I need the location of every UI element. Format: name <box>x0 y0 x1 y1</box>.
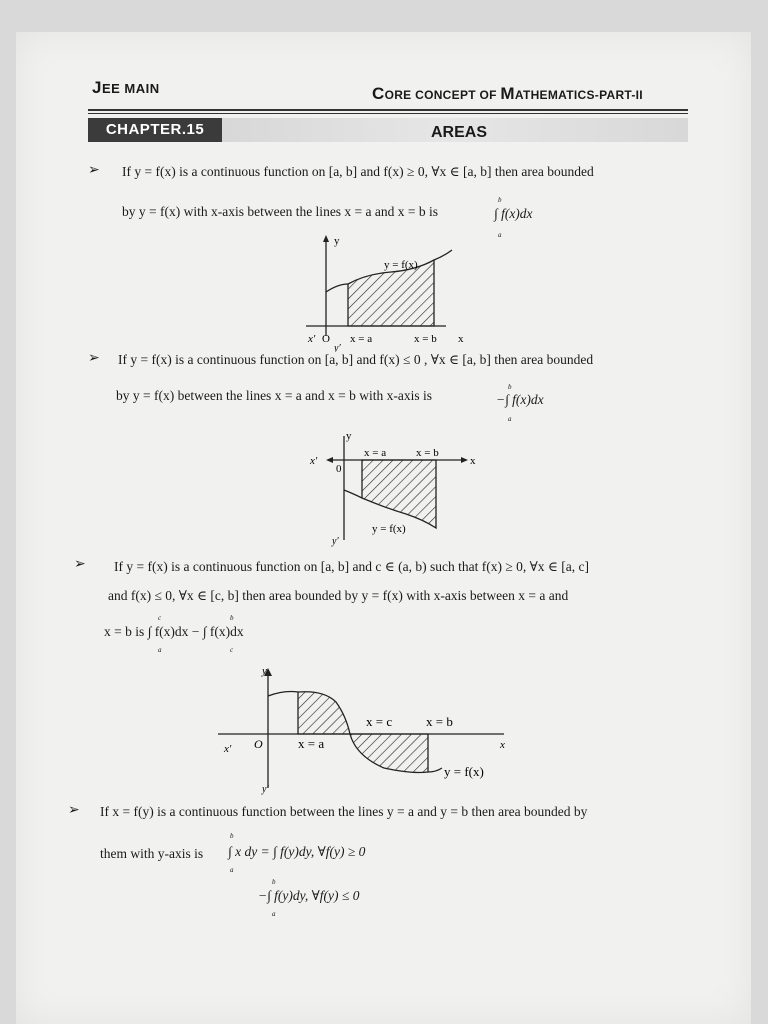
p4-line1: If x = f(y) is a continuous function between the lines y = a and y = b then area bounded by <box>100 804 588 819</box>
fig3-shaded-area-above <box>298 692 350 734</box>
fig3-label-xc: x = c <box>366 714 393 729</box>
fig2-label-origin: 0 <box>336 463 342 475</box>
header-right <box>372 84 643 104</box>
figure-2 <box>296 428 476 548</box>
p1-limit-top: b <box>498 196 502 204</box>
chapter-title: AREAS <box>431 124 488 141</box>
fig2-label-x: x <box>470 455 476 467</box>
p2-limit-top: b <box>508 383 512 391</box>
bullet-arrow-icon: ➢ <box>74 556 86 572</box>
p2-limit-bottom: a <box>508 415 512 423</box>
figure-3 <box>204 664 524 796</box>
fig3-label-xprime: x′ <box>224 743 232 755</box>
header-left-initial: J <box>92 78 102 97</box>
p3-line1: If y = f(x) is a continuous function on [a, b] and c ∈ (a, b) such that f(x) ≥ 0, ∀x ∈ [a, c] <box>114 559 590 574</box>
fig3-shaded-area-below <box>350 734 428 773</box>
header-right-text-2: ATHEMATICS-PART-II <box>514 88 643 102</box>
fig1-label-xa: x = a <box>350 333 373 345</box>
p3-line2: and f(x) ≤ 0, ∀x ∈ [c, b] then area bounded by y = f(x) with x-axis between x = a and <box>108 588 569 603</box>
fig2-xprime-arrow-icon <box>326 457 333 463</box>
bullet-arrow-icon: ➢ <box>68 802 80 818</box>
p4-line2-text: them with y-axis is <box>100 846 204 861</box>
fig1-curve-left <box>326 284 348 292</box>
fig3-curve-left <box>268 692 298 697</box>
chapter-label: CHAPTER.15 <box>88 118 222 142</box>
fig2-label-yprime: y′ <box>332 536 339 547</box>
p1-line1: If y = f(x) is a continuous function on [a, b] and f(x) ≥ 0, ∀x ∈ [a, b] then area bounded <box>122 164 594 179</box>
fig1-label-fx: y = f(x) <box>384 259 418 271</box>
fig2-label-fx: y = f(x) <box>372 523 406 535</box>
p4-limit-bottom: a <box>230 866 234 874</box>
p2-line1: If y = f(x) is a continuous function on [a, b] and f(x) ≤ 0 , ∀x ∈ [a, b] then area bounded <box>118 352 594 367</box>
fig2-curve-left <box>344 490 362 498</box>
textbook-page <box>16 32 751 1024</box>
fig1-label-y: y <box>334 235 340 247</box>
p3-line3: x = b is ∫ f(x)dx − ∫ f(x)dx <box>104 624 244 639</box>
p4-line3: −∫ f(y)dy, ∀f(y) ≤ 0 <box>258 888 360 903</box>
p3-limit1-bottom: a <box>158 646 162 654</box>
fig3-label-y: y <box>262 665 267 677</box>
p3-limit1-top: c <box>158 614 162 622</box>
fig1-label-xprime: x′ <box>308 333 316 345</box>
p4-limit2-top: b <box>272 878 276 886</box>
bullet-arrow-icon: ➢ <box>88 162 100 178</box>
header-left-text: EE MAIN <box>101 81 160 96</box>
p2-line2-text: by y = f(x) between the lines x = a and x = b with x-axis is <box>116 388 433 403</box>
fig1-label-origin: O <box>322 333 330 345</box>
fig1-label-x: x <box>458 333 464 345</box>
fig2-x-arrow-icon <box>461 457 468 463</box>
p3-limit2-top: b <box>230 614 234 622</box>
fig2-shaded-area <box>362 460 436 528</box>
fig3-label-yprime: y′ <box>262 784 269 795</box>
p1-integral: ∫ f(x)dx <box>494 206 533 221</box>
fig2-label-y: y <box>346 430 352 442</box>
fig3-label-x: x <box>500 739 505 751</box>
p3-limit2-bottom: c <box>230 646 234 654</box>
p2-integral: −∫ f(x)dx <box>496 392 544 407</box>
fig3-curve-right <box>428 768 442 772</box>
p4-limit-top: b <box>230 832 234 840</box>
header-left <box>92 78 160 98</box>
bullet-arrow-icon: ➢ <box>88 350 100 366</box>
fig3-label-xa: x = a <box>298 736 325 751</box>
p1-line2-text: by y = f(x) with x-axis between the lines x = a and x = b is <box>122 204 439 219</box>
fig3-label-xb: x = b <box>426 714 453 729</box>
p1-limit-bottom: a <box>498 231 502 239</box>
fig1-curve-right <box>434 250 452 260</box>
fig2-label-xprime: x′ <box>310 455 318 467</box>
figure-1 <box>286 232 476 352</box>
fig1-label-yprime: y′ <box>334 343 341 352</box>
p4-limit2-bottom: a <box>272 910 276 918</box>
fig1-label-xb: x = b <box>414 333 437 345</box>
fig3-label-fx: y = f(x) <box>444 764 484 779</box>
fig2-label-xb: x = b <box>416 447 439 459</box>
header-right-initial-1: C <box>372 84 385 103</box>
header-right-text-1: ORE CONCEPT OF <box>384 88 501 102</box>
p4-integral: ∫ x dy = ∫ f(y)dy, ∀f(y) ≥ 0 <box>228 844 366 859</box>
fig3-label-origin: O <box>254 737 263 751</box>
header-right-initial-2: M <box>500 84 515 103</box>
header-rule <box>88 109 688 114</box>
fig1-y-arrow-icon <box>323 235 329 242</box>
fig2-label-xa: x = a <box>364 447 387 459</box>
